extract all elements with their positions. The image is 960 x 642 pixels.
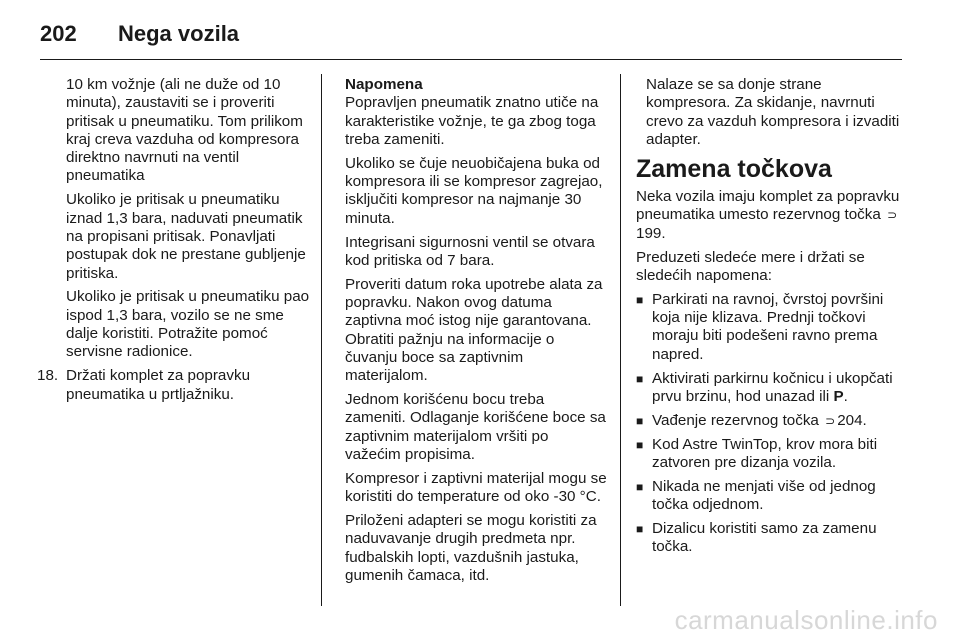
measures-list (636, 291, 904, 557)
list-item-text: Kod Astre TwinTop, krov mora biti zatvoren pre dizanja vozila. (652, 435, 878, 472)
list-item-text (652, 370, 904, 407)
page-reference-icon: ⊃ (825, 413, 836, 428)
col2-paragraph-5: Jednom korišćenu bocu treba zameniti. Odlaganje korišćene boce sa zaptivnim materijalom vršiti po važećim propisima. (345, 391, 606, 464)
col2-paragraph-7: Priloženi adapteri se mogu koristiti za naduvavanje drugih predmeta npr. fudbalskih lopti, vazdušnih jastuka, gumenih čamaca, itd. (345, 512, 597, 584)
bullet-icon: ■ (636, 371, 644, 386)
gear-p-label: P (833, 387, 844, 405)
list-item (636, 370, 904, 407)
page-header (40, 14, 239, 54)
list-item (636, 478, 904, 515)
col2-paragraph-2: Ukoliko se čuje neuobičajena buka od kompresora ili se kompresor zagrejao, isključiti kompresor na najmanje 30 minuta. (345, 154, 603, 227)
col3-measures: Preduzeti sledeće mere i držati se sledećih napomena: (636, 248, 865, 284)
list-item-text: Parkirati na ravnoj, čvrstoj površini koja nije klizava. Prednji točkovi moraju biti podešeni ravno prema napred. (652, 290, 884, 363)
col2-paragraph-4: Proveriti datum roka upotrebe alata za popravku. Nakon ovog datuma zaptivna moć istog nije garantovana. Obratiti pažnju na informacije o čuvanju boce sa zaptivnim materijalom. (345, 275, 603, 385)
list-item-text-main: Aktivirati parkirnu kočnicu i ukopčati prvu brzinu, hod unazad ili (652, 369, 893, 405)
wheel-change-heading: Zamena točkova (636, 155, 832, 184)
list-item (636, 412, 904, 430)
column-1 (37, 76, 312, 404)
col1-paragraph-2: Ukoliko je pritisak u pneumatiku iznad 1,3 bara, naduvati pneumatik na propisani pritisak. Ponavljati postupak dok ne prestane gubljenje pritiska. (66, 191, 306, 282)
column-divider-2 (620, 74, 621, 606)
step-18 (37, 367, 312, 404)
list-item (636, 291, 904, 364)
bullet-icon: ■ (636, 522, 644, 537)
step-18-text: Držati komplet za popravku pneumatika u prtljažniku. (66, 367, 251, 403)
page-reference-icon: ⊃ (887, 208, 898, 223)
bullet-icon: ■ (636, 292, 644, 307)
col2-paragraph-3: Integrisani sigurnosni ventil se otvara kod pritiska od 7 bara. (345, 233, 595, 269)
col1-paragraph-1: 10 km vožnje (ali ne duže od 10 minuta), zaustaviti se i proveriti pritisak u pneumatiku. Tom prilikom kraj creva vazduha od kompresora direktno navrnuti na ventil pneumatika (66, 76, 303, 185)
list-item (636, 436, 904, 473)
section-title: Nega vozila (118, 21, 240, 46)
list-item-text: Dizalicu koristiti samo za zamenu točka. (652, 520, 877, 556)
list-item-text: Nikada ne menjati više od jednog točka odjednom. (652, 477, 876, 514)
col3-intro-text: Neka vozila imaju komplet za popravku pneumatika umesto rezervnog točka (636, 188, 900, 224)
bullet-icon: ■ (636, 479, 644, 494)
bullet-icon: ■ (636, 437, 644, 452)
col2-paragraph-6: Kompresor i zaptivni materijal mogu se koristiti do temperature od oko -30 °C. (345, 469, 607, 506)
list-item-text-main: Vađenje rezervnog točka (652, 411, 819, 429)
bullet-icon: ■ (636, 413, 644, 428)
column-3 (636, 76, 904, 562)
col3-intro (636, 188, 904, 243)
note-heading: Napomena (345, 76, 423, 93)
list-item-text (652, 412, 867, 430)
col1-paragraph-3: Ukoliko je pritisak u pneumatiku pao ispod 1,3 bara, vozilo se ne sme dalje koristiti. Potražite pomoć servisne radionice. (66, 288, 310, 361)
header-rule (40, 59, 902, 60)
column-divider-1 (321, 74, 322, 606)
list-item-text-end: . (843, 387, 848, 405)
page-number: 202 (40, 21, 77, 46)
col2-paragraph-1: Popravljen pneumatik znatno utiče na karakteristike vožnje, te ga zbog toga treba zameniti. (345, 94, 599, 148)
column-2 (345, 76, 607, 591)
step-18-number: 18. (37, 367, 59, 385)
col3-intro-ref[interactable]: 199. (636, 224, 666, 242)
list-item (636, 520, 904, 557)
watermark: carmanualsonline.info (674, 605, 938, 635)
col3-paragraph-continued: Nalaze se sa donje strane kompresora. Za skidanje, navrnuti crevo za vazduh kompresora i izvaditi adapter. (646, 76, 900, 148)
list-item-ref[interactable]: 204. (837, 411, 867, 429)
